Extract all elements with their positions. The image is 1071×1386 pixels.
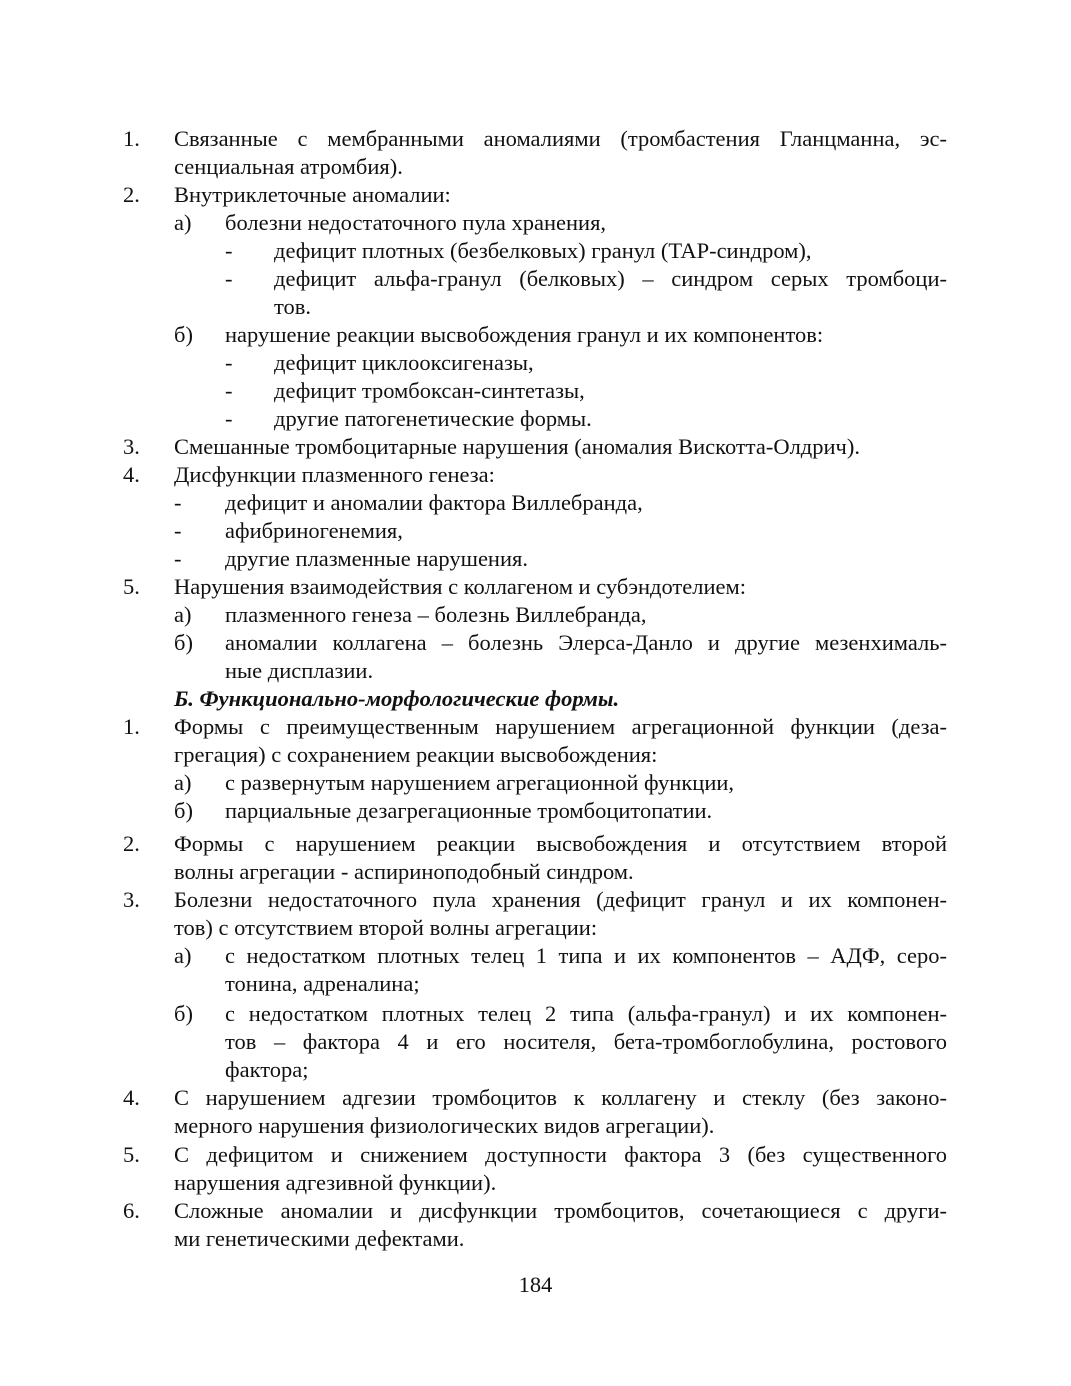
list-marker: а) [174,602,192,627]
list-marker: 4. [123,1085,140,1110]
page-number: 184 [518,1272,553,1297]
list-marker: - [174,546,182,571]
list-item-text: Сложные аномалии и дисфункции тромбоцитов, сочетающиеся с други- [174,1198,947,1223]
list-item-text: Смешанные тромбоцитарные нарушения (аномалия Вискотта-Олдрич). [174,434,860,459]
list-item-continuation [0,970,1071,998]
list-item-text: Формы с преимущественным нарушением агрегационной функции (деза- [174,714,947,739]
list-marker: б) [174,1001,193,1026]
list-item-continuation [0,1056,1071,1084]
list-item-continuation [0,657,1071,685]
list-item-continuation [0,741,1071,769]
list-item-text: нарушения адгезивной функции). [174,1170,497,1195]
list-marker: - [225,378,233,403]
list-marker: б) [174,322,193,347]
list-item-text: фактора; [225,1057,309,1082]
list-item-text: Формы с нарушением реакции высвобождения и отсутствием второй [174,831,947,856]
section-heading [0,685,1071,713]
list-marker: 6. [123,1198,140,1223]
list-item-continuation [0,153,1071,181]
sub-list-item [0,942,1071,970]
list-item [0,461,1071,489]
list-item [0,830,1071,858]
list-item-continuation [0,914,1071,942]
list-item [0,886,1071,914]
sub-list-item [0,321,1071,349]
list-item [0,181,1071,209]
dash-list-item [0,349,1071,377]
list-item-text: Связанные с мембранными аномалиями (тромбастения Гланцманна, эс- [174,126,947,151]
list-item [0,125,1071,153]
list-item-continuation [0,293,1071,321]
list-item-text: Внутриклеточные аномалии: [174,182,451,207]
list-marker: 4. [123,462,140,487]
list-marker: 1. [123,126,140,151]
list-item-text: с недостатком плотных телец 2 типа (альфа-гранул) и их компонен- [225,1001,947,1026]
dash-list-item [0,265,1071,293]
list-item-continuation [0,858,1071,886]
list-item-text: парциальные дезагрегационные тромбоцитопатии. [225,798,713,823]
sub-list-item [0,601,1071,629]
list-item-text: ми генетическими дефектами. [174,1226,465,1251]
list-item [0,1084,1071,1112]
list-item-text: дефицит альфа-гранул (белковых) – синдром серых тромбоци- [274,266,947,291]
list-item-continuation [0,1028,1071,1056]
list-marker: - [174,490,182,515]
list-marker: - [225,238,233,263]
list-item-text: Дисфункции плазменного генеза: [174,462,495,487]
list-item-text: Нарушения взаимодействия с коллагеном и субэндотелием: [174,574,746,599]
dash-list-item [0,237,1071,265]
list-item-text: тов. [274,294,312,319]
list-item-text: дефицит плотных (безбелковых) гранул (TAP-синдром), [274,238,812,263]
sub-list-item [0,769,1071,797]
list-item-text: другие плазменные нарушения. [225,546,528,571]
list-item [0,573,1071,601]
list-marker: а) [174,943,192,968]
list-item-continuation [0,1169,1071,1197]
sub-list-item [0,209,1071,237]
list-item-text: плазменного генеза – болезнь Виллебранда, [225,602,647,627]
list-item-text: тов) с отсутствием второй волны агрегации: [174,915,598,940]
sub-list-item [0,629,1071,657]
sub-list-item [0,1000,1071,1028]
section-heading-text: Б. Функционально-морфологические формы. [174,686,620,711]
list-item-text: грегация) с сохранением реакции высвобождения: [174,742,658,767]
list-marker: 3. [123,434,140,459]
sub-list-item [0,797,1071,825]
list-item-text: мерного нарушения физиологических видов агрегации). [174,1113,715,1138]
list-marker: - [225,266,233,291]
list-item-text: тов – фактора 4 и его носителя, бета-тромбоглобулина, ростового [225,1029,947,1054]
list-item-text: сенциальная атромбия). [174,154,403,179]
list-marker: - [225,350,233,375]
list-marker: 2. [123,831,140,856]
list-marker: 5. [123,574,140,599]
list-item-text: другие патогенетические формы. [274,406,592,431]
list-marker: 1. [123,714,140,739]
list-item [0,1141,1071,1169]
list-marker: б) [174,798,193,823]
dash-list-item [0,545,1071,573]
list-item-text: с развернутым нарушением агрегационной функции, [225,770,735,795]
list-item-text: волны агрегации - аспириноподобный синдром. [174,859,634,884]
list-item-text: дефицит и аномалии фактора Виллебранда, [225,490,643,515]
list-item-text: С нарушением адгезии тромбоцитов к коллагену и стеклу (без законо- [174,1085,947,1110]
list-marker: а) [174,770,192,795]
list-item-text: С дефицитом и снижением доступности фактора 3 (без существенного [174,1142,947,1167]
list-item-text: ные дисплазии. [225,658,374,683]
list-item-text: аномалии коллагена – болезнь Элерса-Данло и другие мезенхималь- [225,630,947,655]
list-item [0,433,1071,461]
list-item-continuation [0,1112,1071,1140]
dash-list-item [0,517,1071,545]
list-item-continuation [0,1225,1071,1253]
list-item-text: тонина, адреналина; [225,971,420,996]
list-item-text: дефицит циклооксигеназы, [274,350,534,375]
list-marker: - [174,518,182,543]
list-marker: 5. [123,1142,140,1167]
list-item-text: с недостатком плотных телец 1 типа и их компонентов – АДФ, серо- [225,943,947,968]
list-marker: а) [174,210,192,235]
dash-list-item [0,489,1071,517]
dash-list-item [0,405,1071,433]
list-item-text: болезни недостаточного пула хранения, [225,210,607,235]
list-item-text: нарушение реакции высвобождения гранул и их компонентов: [225,322,824,347]
list-item [0,713,1071,741]
list-marker: 2. [123,182,140,207]
list-item-text: Болезни недостаточного пула хранения (дефицит гранул и их компонен- [174,887,947,912]
list-marker: б) [174,630,193,655]
dash-list-item [0,377,1071,405]
list-marker: - [225,406,233,431]
list-item [0,1197,1071,1225]
list-item-text: дефицит тромбоксан-синтетазы, [274,378,585,403]
list-item-text: афибриногенемия, [225,518,403,543]
list-marker: 3. [123,887,140,912]
